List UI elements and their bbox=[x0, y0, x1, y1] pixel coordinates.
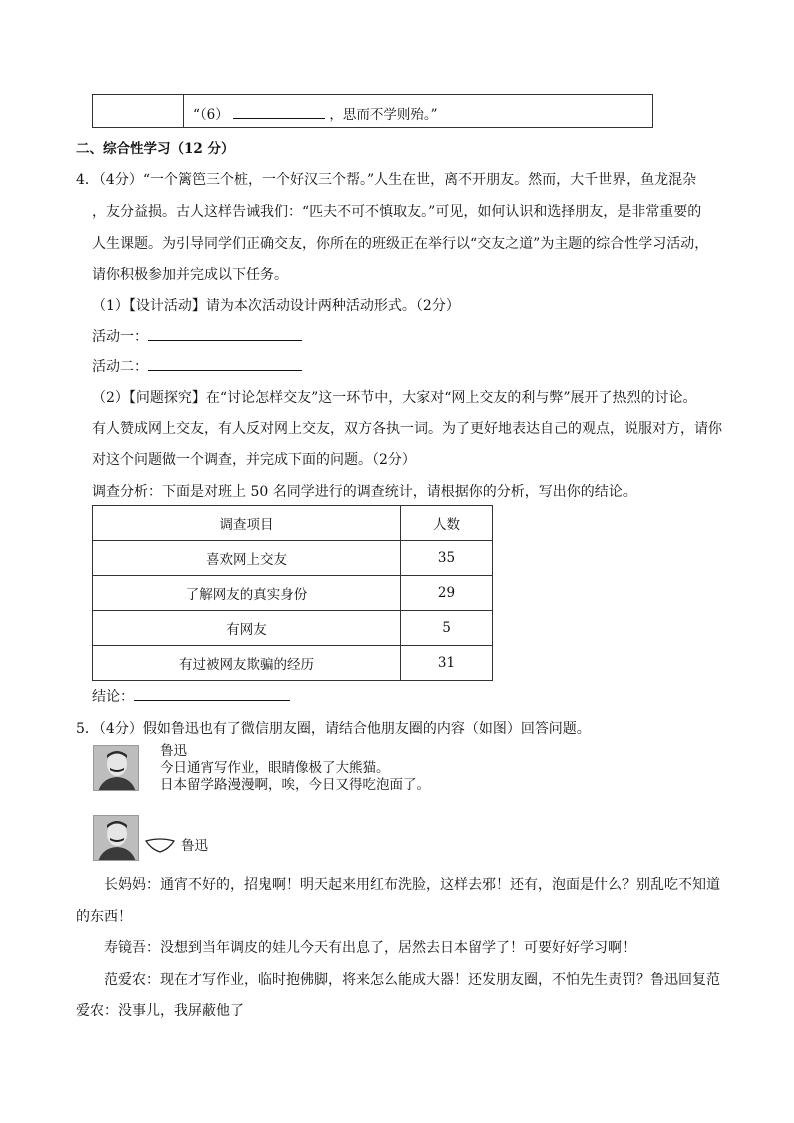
top-table-left-cell bbox=[93, 95, 184, 127]
quote-suffix: ，思而不学则殆。” bbox=[329, 107, 438, 123]
survey-header-row bbox=[93, 506, 493, 541]
survey-item: 有过被网友欺骗的经历 bbox=[93, 646, 401, 681]
activity-1-label: 活动一： bbox=[92, 329, 148, 345]
section-heading: 二、综合性学习（12 分） bbox=[76, 141, 235, 157]
comment-line: 寿镜吾：没想到当年调皮的娃儿今天有出息了，居然去日本留学了！可要好好学习啊！ bbox=[104, 940, 636, 956]
survey-item: 了解网友的真实身份 bbox=[93, 576, 401, 611]
post-author: 鲁迅 bbox=[160, 743, 187, 759]
q5-line: 5．（4分）假如鲁迅也有了微信朋友圈，请结合他朋友圈的内容（如图）回答问题。 bbox=[76, 721, 591, 737]
conclusion-row bbox=[92, 686, 290, 706]
survey-item: 喜欢网上交友 bbox=[93, 541, 401, 576]
survey-count: 35 bbox=[401, 541, 493, 576]
survey-count: 29 bbox=[401, 576, 493, 611]
portrait-icon bbox=[94, 816, 139, 861]
activity-2-row bbox=[92, 356, 302, 376]
comment-line: 的东西！ bbox=[76, 909, 132, 925]
comment-line: 爱农：没事儿，我屏蔽他了 bbox=[76, 1003, 244, 1019]
q4-line-2: ，友分益损。古人这样告诫我们：“匹夫不可不慎取友。”可见，如何认识和选择朋友，是非常重要的 bbox=[92, 204, 702, 220]
table-row bbox=[93, 541, 493, 576]
survey-intro: 调查分析：下面是对班上 50 名同学进行的调查统计，请根据你的分析，写出你的结论。 bbox=[92, 484, 637, 500]
post-text-2: 日本留学路漫漫啊，唉，今日又得吃泡面了。 bbox=[160, 777, 430, 793]
survey-header-count: 人数 bbox=[401, 506, 493, 541]
heart-icon[interactable] bbox=[145, 838, 175, 854]
post-text-1: 今日通宵写作业，眼睛像极了大熊猫。 bbox=[160, 760, 390, 776]
table-row bbox=[93, 576, 493, 611]
survey-count: 5 bbox=[401, 611, 493, 646]
q4-part2-line-1: （2）【问题探究】在“讨论怎样交友”这一环节中，大家对“网上交友的利与弊”展开了热烈的讨论。 bbox=[92, 390, 697, 406]
survey-table bbox=[92, 505, 493, 681]
activity-2-blank[interactable] bbox=[148, 356, 302, 371]
survey-header-item: 调查项目 bbox=[93, 506, 401, 541]
activity-2-label: 活动二： bbox=[92, 359, 148, 375]
q4-line-4: 请你积极参加并完成以下任务。 bbox=[92, 267, 288, 283]
conclusion-blank[interactable] bbox=[134, 686, 290, 701]
comment-line: 范爱农：现在才写作业，临时抱佛脚，将来怎么能成大器！还发朋友圈，不怕先生责罚？鲁迅回复范 bbox=[104, 972, 720, 988]
avatar bbox=[93, 745, 139, 791]
conclusion-label: 结论： bbox=[92, 689, 134, 705]
table-row bbox=[93, 611, 493, 646]
quote-prefix: “（6） bbox=[193, 107, 229, 123]
q4-part2-line-2: 有人赞成网上交友，有人反对网上交友，双方各执一词。为了更好地表达自己的观点，说服对方，请你 bbox=[92, 421, 722, 437]
survey-item: 有网友 bbox=[93, 611, 401, 646]
survey-count: 31 bbox=[401, 646, 493, 681]
like-name: 鲁迅 bbox=[181, 838, 208, 854]
top-table-row bbox=[92, 94, 653, 128]
q4-line-1: 4．（4分）“一个篱笆三个桩，一个好汉三个帮。”人生在世，离不开朋友。然而，大千世界，鱼龙混杂 bbox=[76, 172, 697, 188]
avatar bbox=[93, 815, 139, 861]
fill-blank-6[interactable] bbox=[233, 104, 325, 119]
portrait-icon bbox=[94, 746, 139, 791]
table-row bbox=[93, 646, 493, 681]
top-table-right-cell bbox=[193, 103, 438, 123]
activity-1-blank[interactable] bbox=[148, 326, 302, 341]
comment-line: 长妈妈：通宵不好的，招鬼啊！明天起来用红布洗脸，这样去邪！还有，泡面是什么？别乱吃不知道 bbox=[104, 877, 720, 893]
q4-part1: （1）【设计活动】请为本次活动设计两种活动形式。（2分） bbox=[92, 298, 460, 314]
activity-1-row bbox=[92, 326, 302, 346]
q4-part2-line-3: 对这个问题做一个调查，并完成下面的问题。（2分） bbox=[92, 452, 416, 468]
q4-line-3: 人生课题。为引导同学们正确交友，你所在的班级正在举行以“交友之道”为主题的综合性学习活动， bbox=[92, 236, 709, 252]
